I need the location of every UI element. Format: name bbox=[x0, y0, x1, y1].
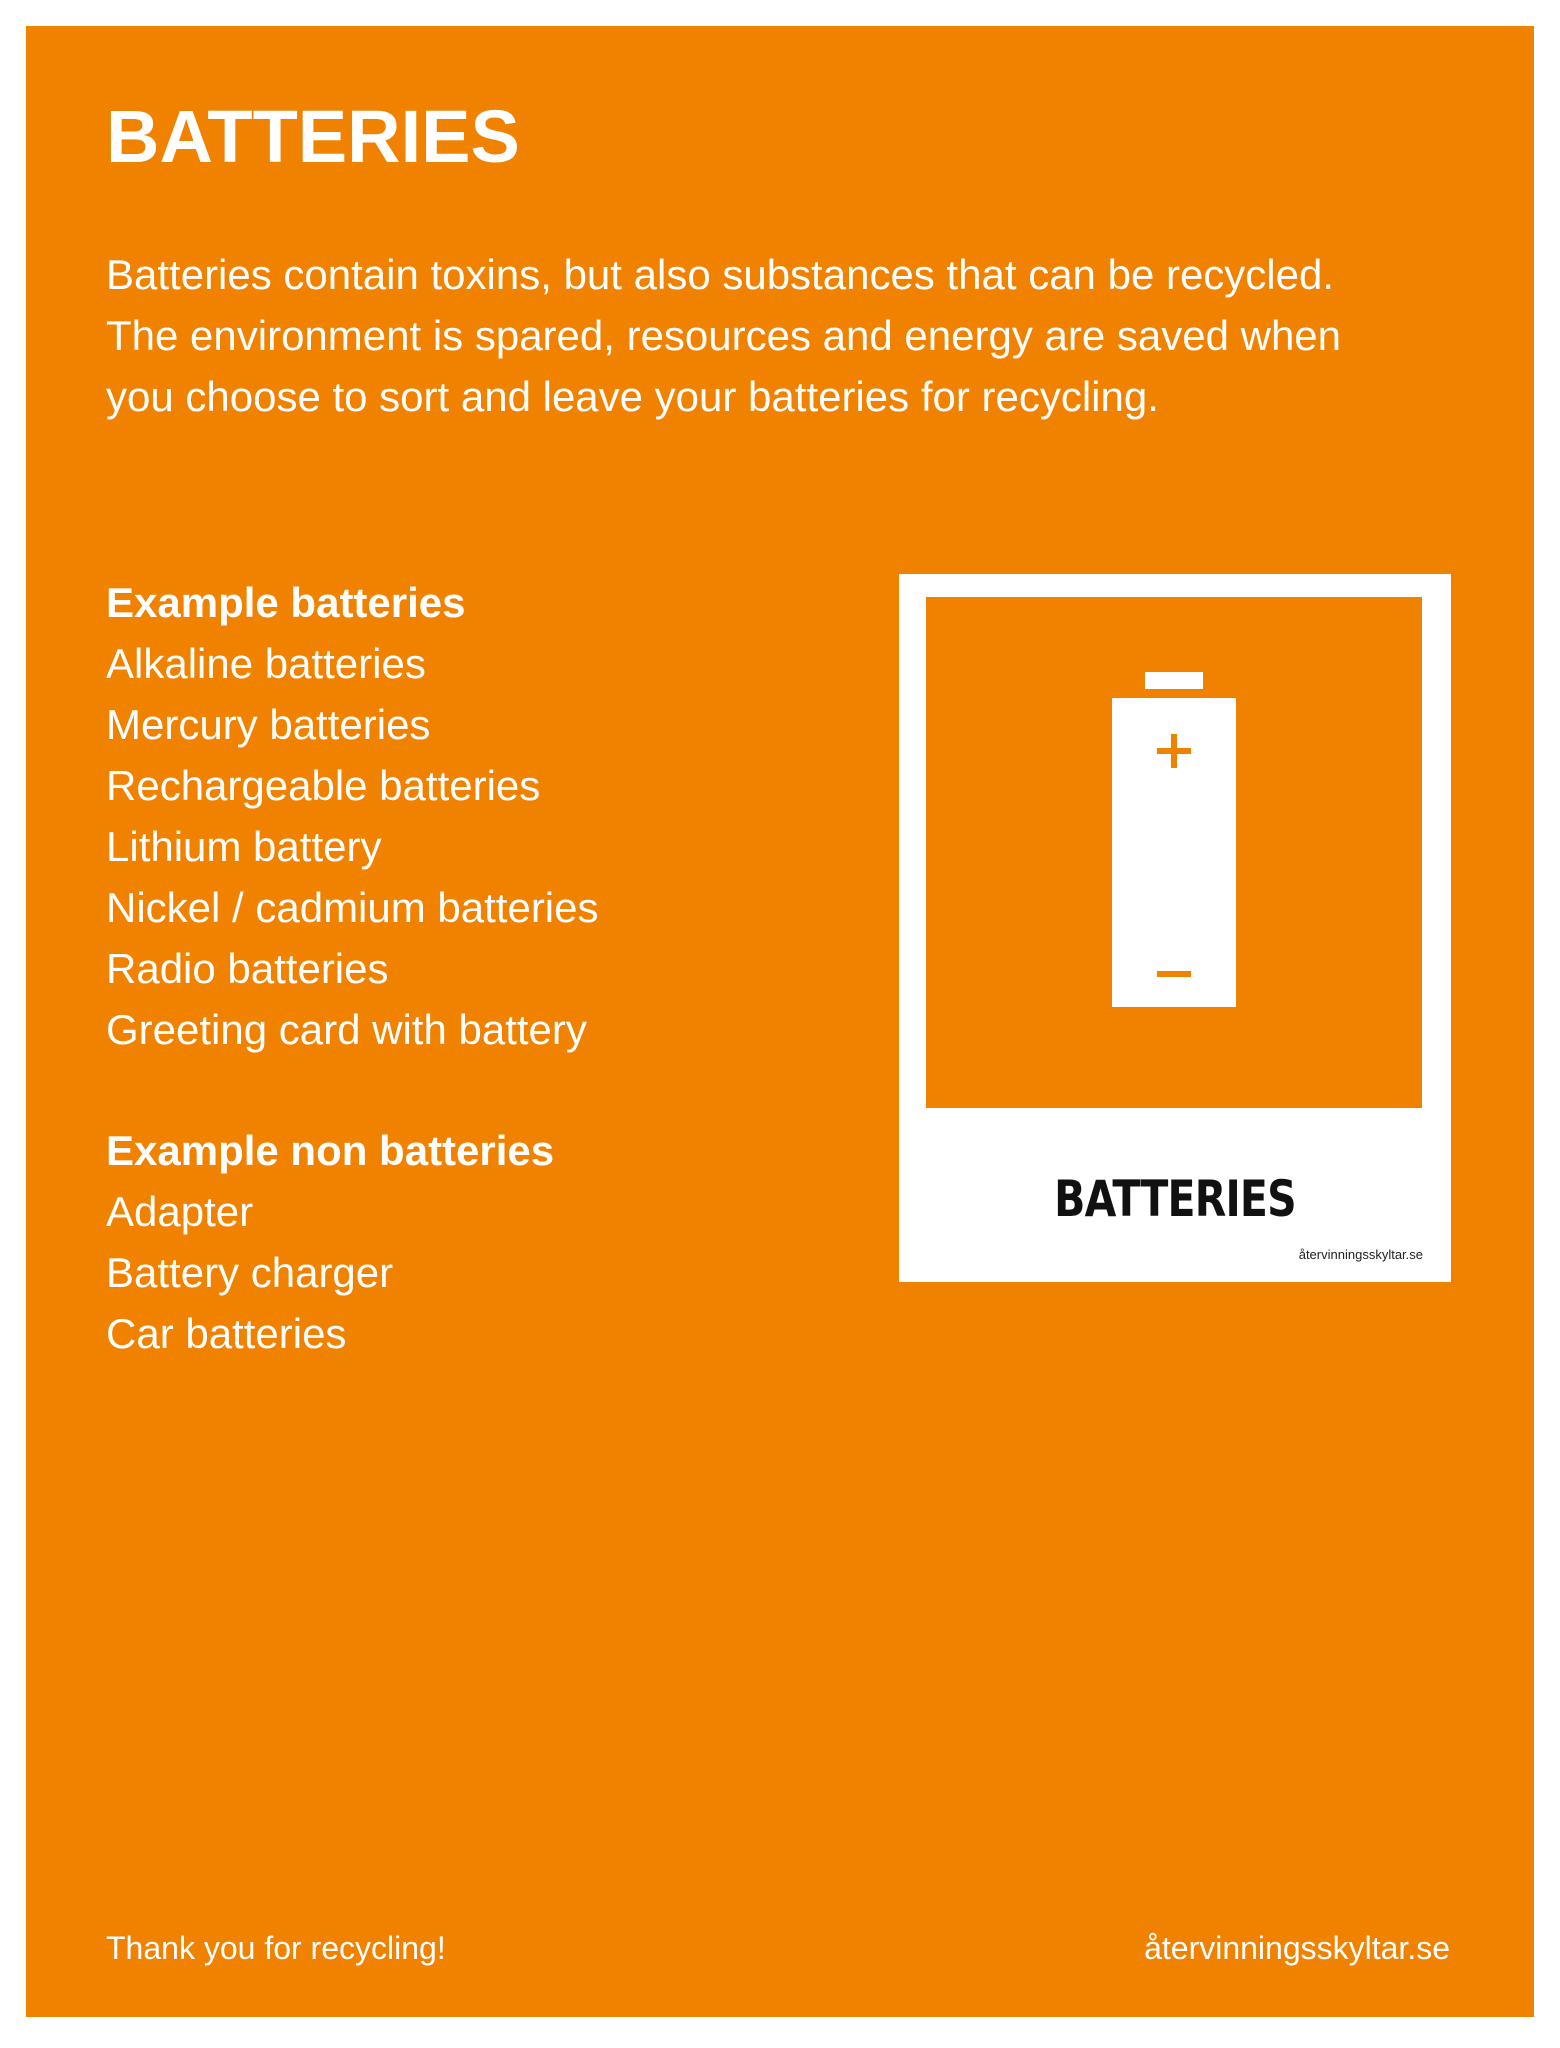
list-item: Alkaline batteries bbox=[106, 640, 426, 687]
list-item: Nickel / cadmium batteries bbox=[106, 884, 599, 931]
list-item: Radio batteries bbox=[106, 945, 389, 992]
page-title: BATTERIES bbox=[106, 95, 520, 178]
sign-label: BATTERIES bbox=[1054, 1170, 1296, 1228]
list-item: Car batteries bbox=[106, 1310, 347, 1357]
recycling-poster bbox=[26, 26, 1534, 2017]
list-item: Battery charger bbox=[106, 1249, 394, 1296]
list-item: Rechargeable batteries bbox=[106, 762, 541, 809]
battery-icon bbox=[926, 597, 1422, 1108]
sign-website: återvinningsskyltar.se bbox=[1298, 1247, 1423, 1262]
list-item: Adapter bbox=[106, 1188, 254, 1235]
intro-paragraph: Batteries contain toxins, but also substances that can be recycled. The environment is spared, resources and energy are saved when you choose to sort and leave your batteries for recycling. bbox=[106, 251, 1342, 420]
list-item: Greeting card with battery bbox=[106, 1006, 587, 1053]
example-batteries-section bbox=[106, 572, 599, 1060]
example-batteries-list bbox=[106, 633, 599, 1060]
sign-icon-panel bbox=[926, 597, 1422, 1108]
battery-sign-image bbox=[899, 574, 1451, 1282]
example-non-batteries-section bbox=[106, 1120, 554, 1364]
example-non-batteries-heading: Example non batteries bbox=[106, 1127, 555, 1174]
example-batteries-heading: Example batteries bbox=[106, 579, 466, 626]
example-non-batteries-list bbox=[106, 1181, 554, 1364]
list-item: Lithium battery bbox=[106, 823, 382, 870]
list-item: Mercury batteries bbox=[106, 701, 431, 748]
footer-website-link[interactable]: återvinningsskyltar.se bbox=[1144, 1930, 1450, 1966]
footer-thanks: Thank you for recycling! bbox=[106, 1930, 446, 1966]
